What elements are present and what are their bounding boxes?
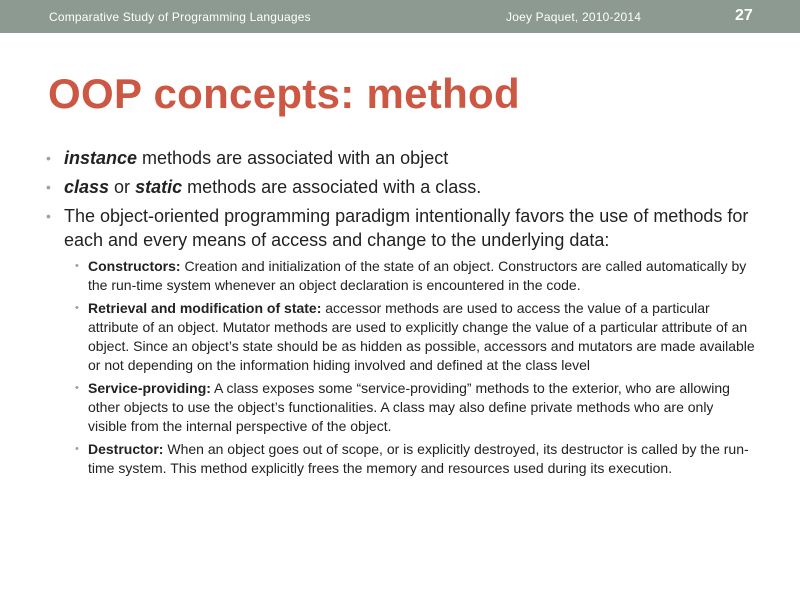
bullet-instance-methods (44, 146, 756, 170)
sub-bullet-label: Service-providing: (88, 380, 211, 396)
slide-header-bar (0, 0, 800, 33)
slide-title: OOP concepts: method (48, 70, 520, 117)
bullet-class-methods (44, 175, 756, 199)
sub-bullet-label: Constructors: (88, 258, 181, 274)
sub-bullet-state (44, 299, 756, 375)
keyword-static: static (135, 177, 183, 197)
page-number: 27 (735, 7, 753, 24)
keyword-class: class (64, 177, 110, 197)
author-credit: Joey Paquet, 2010-2014 (506, 10, 642, 24)
sub-bullet-service (44, 379, 756, 436)
bullet-text: methods are associated with a class. (182, 177, 482, 197)
bullet-paradigm (44, 204, 756, 252)
sub-bullet-list (44, 257, 756, 478)
sub-bullet-destructor (44, 440, 756, 478)
sub-bullet-text: When an object goes out of scope, or is explicitly destroyed, its destructor is called by the run-time system. This method explicitly frees the memory and resources used during its execution. (88, 441, 749, 476)
keyword-instance: instance (64, 148, 138, 168)
sub-bullet-constructors (44, 257, 756, 295)
sub-bullet-text: accessor methods are used to access the value of a particular attribute of an object. Mutator methods are used to explicitly change the value of a particular attribute of an object. Since an object’s state should be as hidden as possible, accessors and mutators are made available or not depending on the information hiding involved and defined at the class level (88, 300, 755, 373)
bullet-text: methods are associated with an object (137, 148, 449, 168)
slide-content (44, 146, 756, 482)
sub-bullet-text: A class exposes some “service-providing” methods to the exterior, who are allowing other objects to use the object’s functionalities. A class may also define private methods who are only visible from the internal perspective of the object. (88, 380, 730, 434)
bullet-text: or (109, 177, 136, 197)
course-title: Comparative Study of Programming Languages (49, 10, 311, 24)
sub-bullet-text: Creation and initialization of the state of an object. Constructors are called automatically by the run-time system whenever an object declaration is encountered in the code. (88, 258, 747, 293)
sub-bullet-label: Destructor: (88, 441, 164, 457)
bullet-text: The object-oriented programming paradigm intentionally favors the use of methods for each and every means of access and change to the underlying data: (64, 206, 749, 250)
sub-bullet-label: Retrieval and modification of state: (88, 300, 322, 316)
